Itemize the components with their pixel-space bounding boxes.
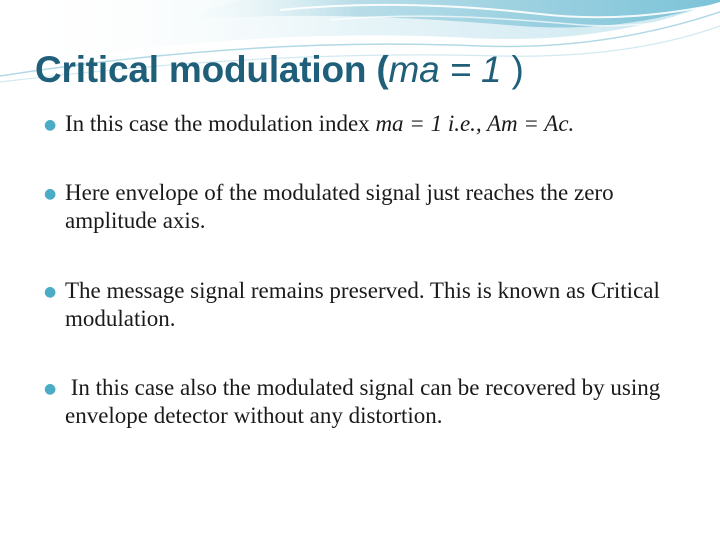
bullet-text: Here envelope of the modulated signal just reaches the zero amplitude axis. <box>65 180 614 233</box>
slide-title <box>35 49 524 91</box>
bullet-text: In this case the modulation index <box>65 111 376 136</box>
title-formula: ma = 1 <box>388 49 512 90</box>
bullet-formula: ma = 1 i.e., Am = Ac. <box>375 111 575 136</box>
title-main: Critical modulation ( <box>35 49 389 90</box>
title-close: ) <box>511 49 524 90</box>
bullet-text: The message signal remains preserved. This is known as Critical modulation. <box>65 278 660 331</box>
bullet-list <box>44 110 684 430</box>
bullet-item <box>44 374 684 430</box>
bullet-item <box>44 277 684 333</box>
bullet-dot-icon: ● <box>44 284 57 300</box>
bullet-dot-icon: ● <box>44 117 57 133</box>
bullet-item <box>44 179 684 235</box>
bullet-dot-icon: ● <box>44 186 57 202</box>
bullet-dot-icon: ● <box>44 381 57 397</box>
bullet-item <box>44 110 684 138</box>
bullet-text: In this case also the modulated signal can be recovered by using envelope detector without any distortion. <box>65 375 667 428</box>
